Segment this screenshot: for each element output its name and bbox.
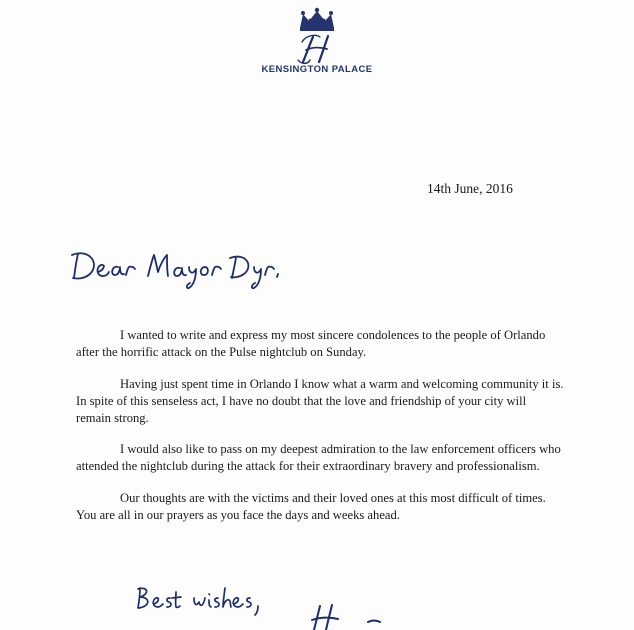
body-paragraph-4: Our thoughts are with the victims and their loved ones at this most difficult of times. You are all in our prayers as you face the days and weeks ahead. xyxy=(76,490,546,522)
handwritten-signature xyxy=(298,600,388,630)
letter-body xyxy=(76,327,564,538)
body-paragraph-3: I would also like to pass on my deepest admiration to the law enforcement officers who attended the nightclub during the attack for their extraordinary bravery and professionalism. xyxy=(76,442,561,473)
monogram-h-icon xyxy=(298,35,328,63)
letterhead-title: KENSINGTON PALACE xyxy=(261,64,373,75)
letter-date: 14th June, 2016 xyxy=(427,181,513,196)
handwritten-signoff xyxy=(134,582,284,622)
body-paragraph-2: Having just spent time in Orlando I know what a warm and welcoming community it is. In spite of this senseless act, I have no doubt that the love and friendship of your city will remain strong. xyxy=(76,376,564,425)
handwritten-salutation xyxy=(68,240,288,294)
crown-monogram-crest xyxy=(0,4,634,68)
body-paragraph-1: I wanted to write and express my most sincere condolences to the people of Orlando after the horrific attack on the Pulse nightclub on Sunday. xyxy=(76,328,546,359)
crown-icon xyxy=(300,8,334,31)
